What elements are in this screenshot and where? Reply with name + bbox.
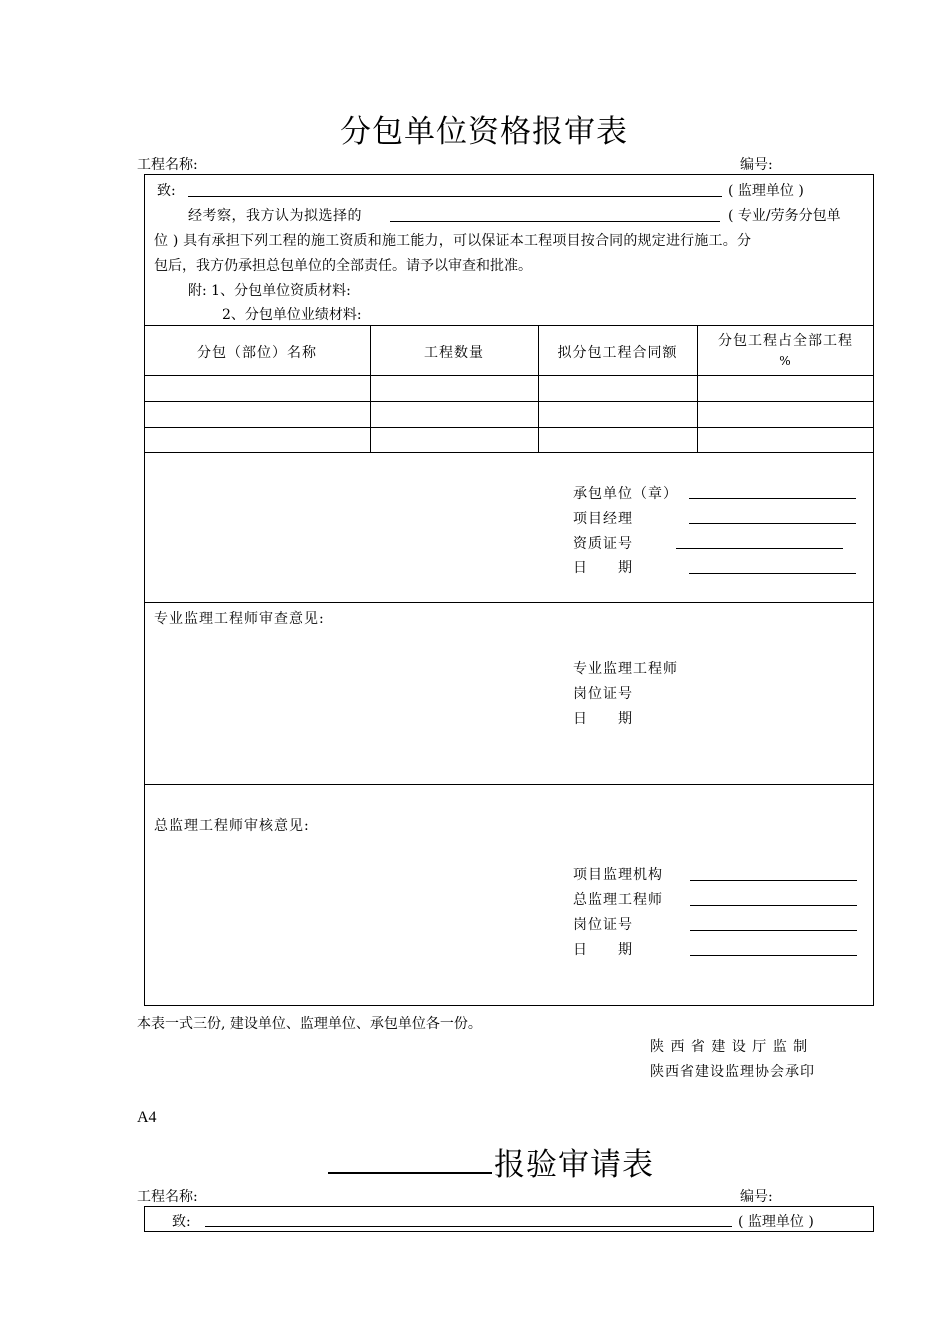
form2-title: 报验审请表 bbox=[494, 1147, 654, 1183]
table-cell[interactable] bbox=[145, 376, 370, 401]
project-name-label: 工程名称: bbox=[137, 157, 198, 173]
table-cell[interactable] bbox=[539, 376, 697, 401]
spec-engineer-opinion-label: 专业监理工程师审查意见: bbox=[154, 611, 325, 627]
table-cell[interactable] bbox=[539, 402, 697, 427]
subcontractor-field[interactable] bbox=[390, 221, 720, 222]
table-header-name: 分包（部位）名称 bbox=[197, 345, 317, 361]
table-cell[interactable] bbox=[698, 428, 873, 452]
supervisor-unit-field[interactable] bbox=[205, 1226, 732, 1227]
section-divider bbox=[144, 784, 874, 785]
post-cert-no-field[interactable] bbox=[690, 930, 857, 931]
chief-engineer-field[interactable] bbox=[690, 905, 857, 906]
date-field[interactable] bbox=[690, 955, 857, 956]
table-cell[interactable] bbox=[371, 402, 538, 427]
table-cell[interactable] bbox=[698, 376, 873, 401]
table-header-contract-amount: 拟分包工程合同额 bbox=[557, 345, 678, 361]
table-cell[interactable] bbox=[371, 428, 538, 452]
table-cell[interactable] bbox=[145, 402, 370, 427]
table-cell[interactable] bbox=[145, 428, 370, 452]
date-label: 日 期 bbox=[573, 711, 633, 727]
contractor-unit-label: 承包单位（章） bbox=[573, 486, 678, 502]
table-bottom-border bbox=[144, 452, 874, 453]
to-label: 致: bbox=[172, 1214, 191, 1230]
attachment-1: 附: 1、分包单位资质材料: bbox=[188, 283, 351, 299]
section-divider bbox=[144, 602, 874, 603]
form-code: A4 bbox=[137, 1109, 157, 1126]
number-label: 编号: bbox=[740, 1189, 773, 1205]
table-header-quantity: 工程数量 bbox=[424, 345, 484, 361]
cert-no-field[interactable] bbox=[676, 548, 843, 549]
table-header-percentage: 分包工程占全部工程 bbox=[718, 333, 853, 349]
issuer-line-1: 陕 西 省 建 设 厅 监 制 bbox=[650, 1039, 809, 1055]
supervisor-unit-field[interactable] bbox=[188, 196, 722, 197]
contractor-unit-field[interactable] bbox=[689, 498, 856, 499]
supervision-org-field[interactable] bbox=[690, 880, 857, 881]
table-top-border bbox=[144, 325, 874, 326]
number-label: 编号: bbox=[740, 157, 773, 173]
date-label: 日 期 bbox=[573, 560, 633, 576]
table-cell[interactable] bbox=[698, 402, 873, 427]
project-manager-field[interactable] bbox=[689, 523, 856, 524]
post-cert-no-label: 岗位证号 bbox=[573, 917, 633, 933]
intro-suffix: ( 专业/劳务分包单 bbox=[728, 208, 841, 224]
supervisor-unit-label: ( 监理单位 ) bbox=[738, 1214, 814, 1230]
post-cert-no-label: 岗位证号 bbox=[573, 686, 633, 702]
intro-line-3: 包后，我方仍承担总包单位的全部责任。请予以审查和批准。 bbox=[154, 258, 532, 274]
intro-line-2: 位 ) 具有承担下列工程的施工资质和施工能力，可以保证本工程项目按合同的规定进行施工。分 bbox=[154, 233, 752, 249]
table-cell[interactable] bbox=[539, 428, 697, 452]
table-cell[interactable] bbox=[371, 376, 538, 401]
issuer-line-2: 陕西省建设监理协会承印 bbox=[650, 1064, 815, 1080]
spec-engineer-label: 专业监理工程师 bbox=[573, 661, 678, 677]
form2-title-blank[interactable] bbox=[328, 1172, 492, 1174]
chief-engineer-label: 总监理工程师 bbox=[573, 892, 663, 908]
supervision-org-label: 项目监理机构 bbox=[573, 867, 663, 883]
chief-engineer-opinion-label: 总监理工程师审核意见: bbox=[154, 818, 310, 834]
project-name-label: 工程名称: bbox=[137, 1189, 198, 1205]
project-manager-label: 项目经理 bbox=[573, 511, 633, 527]
footer-note: 本表一式三份, 建设单位、监理单位、承包单位各一份。 bbox=[137, 1016, 482, 1032]
date-label: 日 期 bbox=[573, 942, 633, 958]
date-field[interactable] bbox=[689, 573, 856, 574]
supervisor-unit-label: ( 监理单位 ) bbox=[728, 183, 804, 199]
form-title: 分包单位资格报审表 bbox=[340, 114, 628, 150]
attachment-2: 2、分包单位业绩材料: bbox=[222, 307, 362, 323]
table-header-percent-sign: % bbox=[779, 354, 792, 368]
cert-no-label: 资质证号 bbox=[573, 536, 633, 552]
intro-prefix: 经考察，我方认为拟选择的 bbox=[188, 208, 362, 224]
to-label: 致: bbox=[157, 183, 176, 199]
